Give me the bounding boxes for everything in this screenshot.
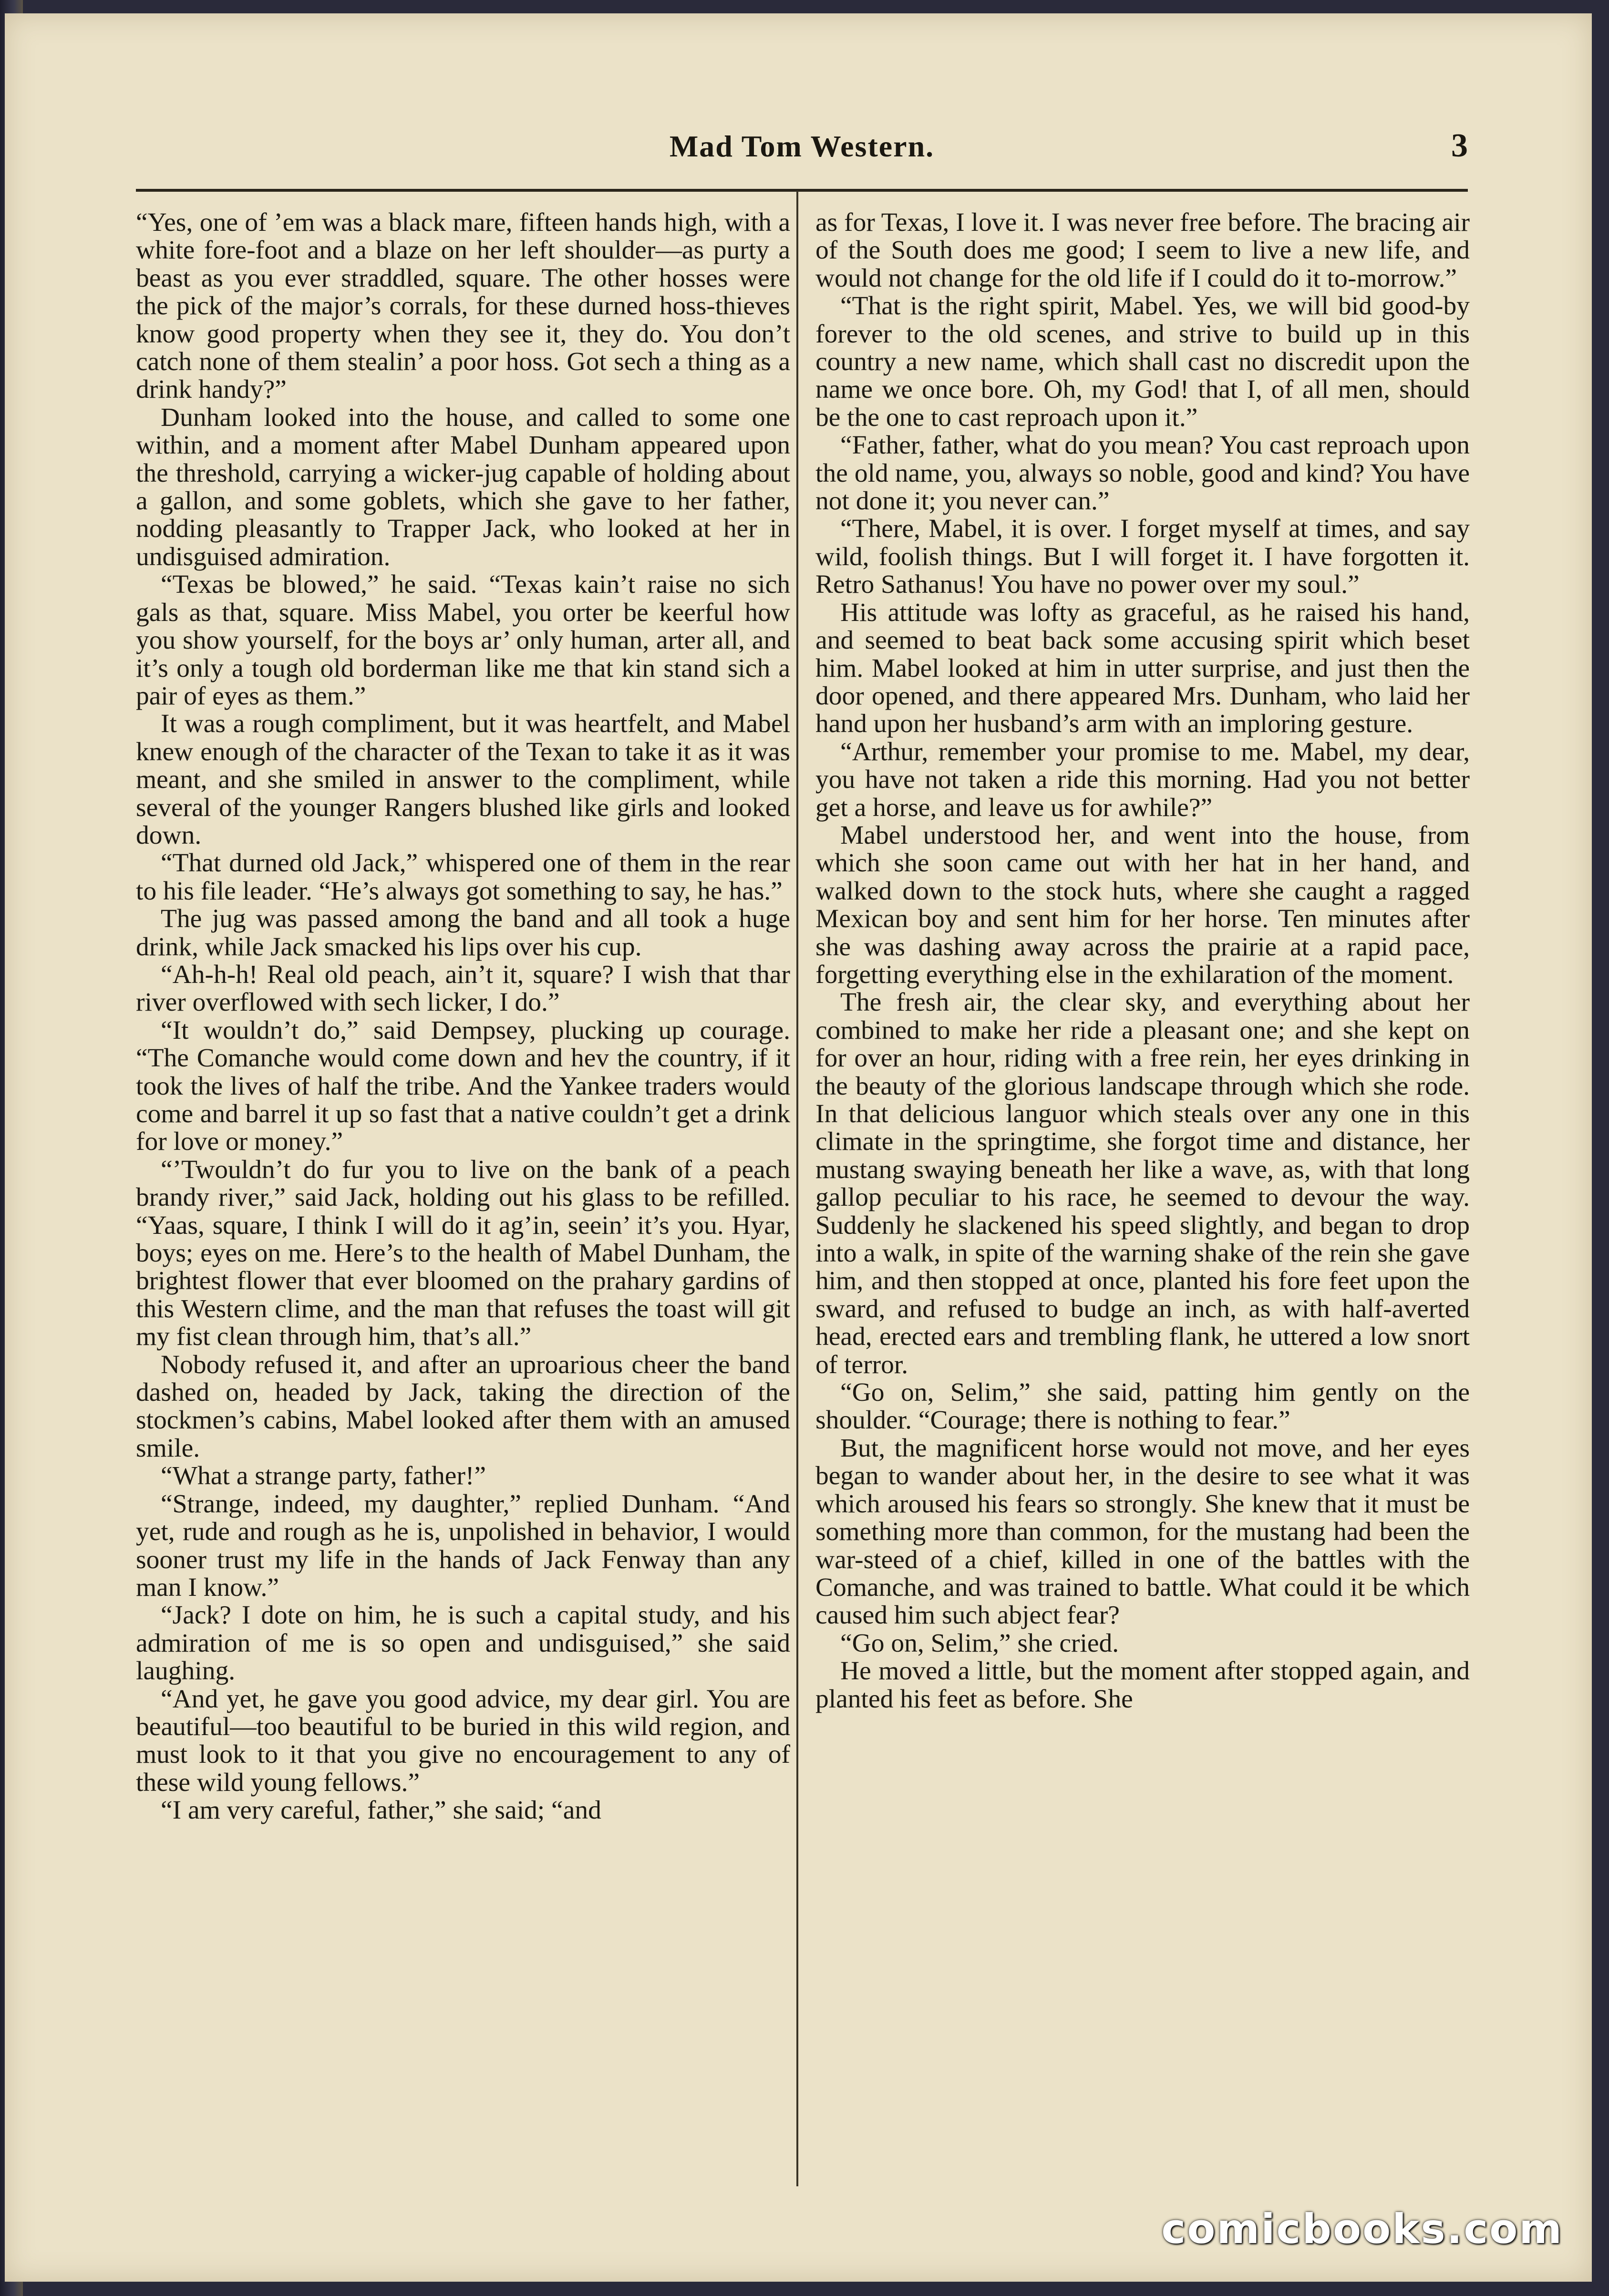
paragraph: It was a rough compliment, but it was heartfelt, and Mabel knew enough of the character of the Texan to take it as it was meant, and she smiled in answer to the compliment, while several of the younger Rangers blushed like girls and looked down. — [136, 709, 790, 850]
paragraph: “’Twouldn’t do fur you to live on the bank of a peach brandy river,” said Jack, holding out his glass to be refilled. “Yaas, square, I think I will do it ag’in, seein’ it’s you. Hyar, boys; eyes on me. Here’s to the health of Mabel Dunham, the brightest flower that ever bloomed on the prahary gardins of this Western clime, and the man that refuses the toast will git my fist clean through him, that’s all.” — [136, 1155, 790, 1352]
paragraph: Mabel understood her, and went into the house, from which she soon came out with her hat in her hand, and walked down to the stock huts, where she caught a ragged Mexican boy and sent him for her horse. Ten minutes after she was dashing away across the prairie at a rapid pace, forgetting everything else in the exhilaration of the moment. — [815, 820, 1470, 989]
left-column — [136, 209, 790, 1825]
right-column — [815, 209, 1470, 1713]
paragraph: His attitude was lofty as graceful, as he raised his hand, and seemed to beat back some accusing spirit which beset him. Mabel looked at him in utter surprise, and just then the door opened, and there appeared Mrs. Dunham, who laid her hand upon her husband’s arm with an imploring gesture. — [815, 598, 1470, 739]
paragraph: as for Texas, I love it. I was never free before. The bracing air of the South does me good; I seem to live a new life, and would not change for the old life if I could do it to-morrow.” — [815, 208, 1470, 293]
paragraph: “That durned old Jack,” whispered one of them in the rear to his file leader. “He’s always got something to say, he has.” — [136, 848, 790, 906]
paragraph: The jug was passed among the band and all took a huge drink, while Jack smacked his lips over his cup. — [136, 904, 790, 962]
paragraph: Dunham looked into the house, and called to some one within, and a moment after Mabel Dunham appeared upon the threshold, carrying a wicker-jug capable of holding about a gallon, and some goblets, which she gave to her father, nodding pleasantly to Trapper Jack, who looked at her in undisguised admiration. — [136, 403, 790, 571]
paragraph: “Strange, indeed, my daughter,” replied Dunham. “And yet, rude and rough as he is, unpolished in behavior, I would sooner trust my life in the hands of Jack Fenway than any man I know.” — [136, 1489, 790, 1602]
paragraph: “I am very careful, father,” she said; “and — [161, 1796, 601, 1825]
paragraph: “Arthur, remember your promise to me. Mabel, my dear, you have not taken a ride this morning. Had you not better get a horse, and leave us for awhile?” — [815, 737, 1470, 822]
paragraph: “Yes, one of ’em was a black mare, fifteen hands high, with a white fore-foot and a blaze on her left shoulder—as purty a beast as you ever straddled, square. The other hosses were the pick of the major’s corrals, for these durned hoss-thieves know good property when they see it, they do. You don’t catch none of them stealin’ a poor hoss. Got sech a thing as a drink handy?” — [136, 208, 790, 404]
paragraph: “Go on, Selim,” she said, patting him gently on the shoulder. “Courage; there is nothing to fear.” — [815, 1378, 1470, 1435]
page-number: 3 — [1451, 127, 1468, 164]
paragraph: The fresh air, the clear sky, and everything about her combined to make her ride a pleasant one; and she kept on for over an hour, riding with a free rein, her eyes drinking in the beauty of the glorious landscape through which she rode. In that delicious languor which steals over any one in this climate in the springtime, she forgot time and distance, her mustang swaying beneath her like a wave, as, with that long gallop peculiar to his race, he seemed to devour the way. Suddenly he slackened his speed slightly, and began to drop into a walk, in spite of the warning shake of the rein she gave him, and then stopped at once, planted his fore feet upon the sward, and refused to budge an inch, as with half-averted head, erected ears and trembling flank, he uttered a low snort of terror. — [815, 988, 1470, 1379]
paragraph: Nobody refused it, and after an uproarious cheer the band dashed on, headed by Jack, taking the direction of the stockmen’s cabins, Mabel looked after them with an amused smile. — [136, 1350, 790, 1463]
magazine-page — [5, 13, 1592, 2282]
page-header — [136, 119, 1468, 176]
paragraph: “Go on, Selim,” she cried. — [840, 1628, 1119, 1658]
paragraph: “Father, father, what do you mean? You cast reproach upon the old name, you, always so noble, good and kind? You have not done it; you never can.” — [815, 431, 1470, 516]
column-rule — [796, 191, 798, 2186]
paragraph: “Texas be blowed,” he said. “Texas kain’t raise no sich gals as that, square. Miss Mabel, you orter be keerful how you show yourself, for the boys ar’ only human, arter all, and it’s only a tough old borderman like me that kin stand sich a pair of eyes as them.” — [136, 570, 790, 711]
paragraph: “Ah-h-h! Real old peach, ain’t it, square? I wish that thar river overflowed with sech licker, I do.” — [136, 960, 790, 1017]
running-title: Mad Tom Western. — [669, 129, 935, 163]
paragraph: He moved a little, but the moment after stopped again, and planted his feet as before. She — [815, 1656, 1470, 1714]
watermark: comicbooks.com — [1161, 2205, 1563, 2253]
paragraph: “There, Mabel, it is over. I forget myself at times, and say wild, foolish things. But I will forget it. I have forgotten it. Retro Sathanus! You have no power over my soul.” — [815, 514, 1470, 600]
paragraph: “It wouldn’t do,” said Dempsey, plucking up courage. “The Comanche would come down and hev the country, if it took the lives of half the tribe. And the Yankee traders would come and barrel it up so fast that a native couldn’t get a drink for love or money.” — [136, 1015, 790, 1157]
paragraph: “What a strange party, father!” — [161, 1461, 486, 1491]
paragraph: “Jack? I dote on him, he is such a capital study, and his admiration of me is so open and undisguised,” she said laughing. — [136, 1601, 790, 1686]
paragraph: “And yet, he gave you good advice, my dear girl. You are beautiful—too beautiful to be buried in this wild region, and must look to it that you give no encouragement to any of these wild young fellows.” — [136, 1684, 790, 1797]
paragraph: “That is the right spirit, Mabel. Yes, we will bid good-by forever to the old scenes, and strive to build up in this country a new name, which shall cast no discredit upon the name we once bore. Oh, my God! that I, of all men, should be the one to cast reproach upon it.” — [815, 291, 1470, 432]
paragraph: But, the magnificent horse would not move, and her eyes began to wander about her, in the desire to see what it was which aroused his fears so strongly. She knew that it must be something more than common, for the mustang had been the war-steed of a chief, killed in one of the battles with the Comanche, and was trained to battle. What could it be which caused him such abject fear? — [815, 1433, 1470, 1630]
header-rule — [136, 189, 1468, 192]
